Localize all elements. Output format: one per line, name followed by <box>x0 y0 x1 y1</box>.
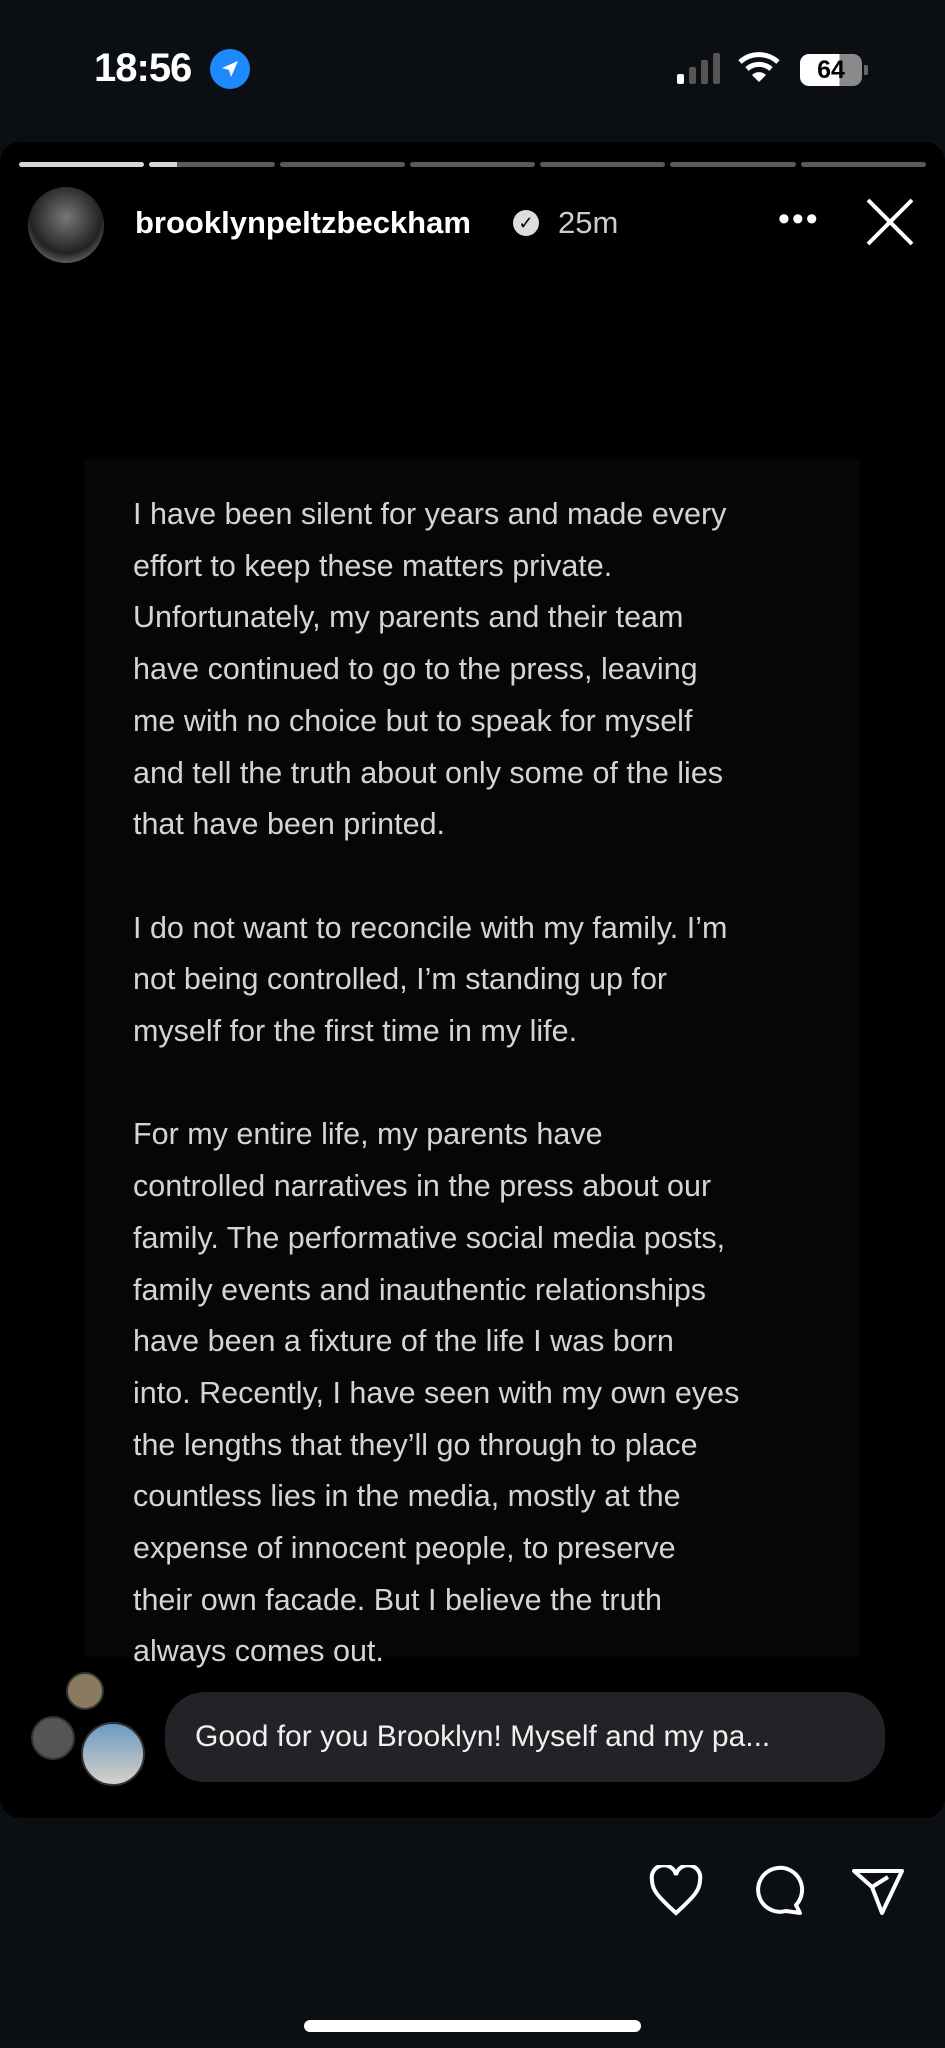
text-line: that have been printed. <box>133 807 446 842</box>
story-segment <box>540 162 665 167</box>
text-line: their own facade. But I believe the truth <box>133 1582 662 1617</box>
replier-avatar <box>31 1716 75 1760</box>
story-viewer[interactable] <box>0 142 945 1818</box>
send-icon <box>850 1865 906 1917</box>
text-line: have continued to go to the press, leaving <box>133 652 698 687</box>
battery-indicator: 64 <box>800 54 862 86</box>
replier-avatar <box>81 1722 145 1786</box>
text-line: the lengths that they’ll go through to place <box>133 1427 698 1462</box>
reply-bubble[interactable]: Good for you Brooklyn! Myself and my pa... <box>165 1692 885 1782</box>
location-arrow-icon <box>210 49 250 89</box>
story-paragraph <box>133 489 726 851</box>
story-progress-bars <box>19 162 926 167</box>
text-line: I do not want to reconcile with my family. I’m <box>133 910 728 945</box>
home-indicator[interactable] <box>304 2020 641 2032</box>
share-button[interactable] <box>850 1865 906 1922</box>
story-segment <box>280 162 405 167</box>
text-line: myself for the first time in my life. <box>133 1014 578 1048</box>
story-paragraph <box>133 1109 739 1678</box>
more-options-button[interactable]: ••• <box>778 200 820 238</box>
text-line: expense of innocent people, to preserve <box>133 1531 676 1566</box>
replier-avatar <box>66 1672 104 1710</box>
text-line: and tell the truth about only some of the lies <box>133 755 724 790</box>
text-line: not being controlled, I’m standing up for <box>133 962 668 997</box>
story-segment <box>410 162 535 167</box>
story-segment <box>19 162 144 167</box>
reply-preview <box>0 1692 945 1792</box>
text-line: family. The performative social media posts, <box>133 1220 726 1255</box>
story-segment <box>149 162 274 167</box>
story-segment <box>801 162 926 167</box>
like-button[interactable] <box>648 1865 704 1922</box>
text-line: have been a fixture of the life I was born <box>133 1324 674 1359</box>
text-line: me with no choice but to speak for myself <box>133 703 693 738</box>
text-line: I have been silent for years and made every <box>133 497 727 531</box>
story-paragraph <box>133 903 727 1058</box>
verified-badge-icon: ✓ <box>513 210 539 236</box>
status-bar <box>0 0 945 140</box>
close-button[interactable] <box>865 197 915 252</box>
comment-button[interactable] <box>750 1865 806 1922</box>
post-time: 25m <box>558 205 619 240</box>
story-segment <box>670 162 795 167</box>
heart-icon <box>648 1865 704 1917</box>
wifi-icon <box>738 50 780 89</box>
clock: 18:56 <box>94 46 192 90</box>
text-line: family events and inauthentic relationships <box>133 1272 707 1307</box>
username[interactable]: brooklynpeltzbeckham <box>135 205 471 240</box>
text-line: always comes out. <box>133 1634 384 1669</box>
user-avatar[interactable] <box>28 187 104 263</box>
text-line: into. Recently, I have seen with my own eyes <box>133 1375 740 1410</box>
close-icon <box>865 197 915 247</box>
text-line: controlled narratives in the press about our <box>133 1169 712 1204</box>
story-text-image <box>84 459 860 1669</box>
comment-icon <box>750 1865 806 1917</box>
text-line: effort to keep these matters private. <box>133 548 613 583</box>
text-line: For my entire life, my parents have <box>133 1117 603 1152</box>
text-line: countless lies in the media, mostly at the <box>133 1479 681 1514</box>
text-line: Unfortunately, my parents and their team <box>133 600 684 635</box>
cellular-signal-icon <box>677 52 720 84</box>
